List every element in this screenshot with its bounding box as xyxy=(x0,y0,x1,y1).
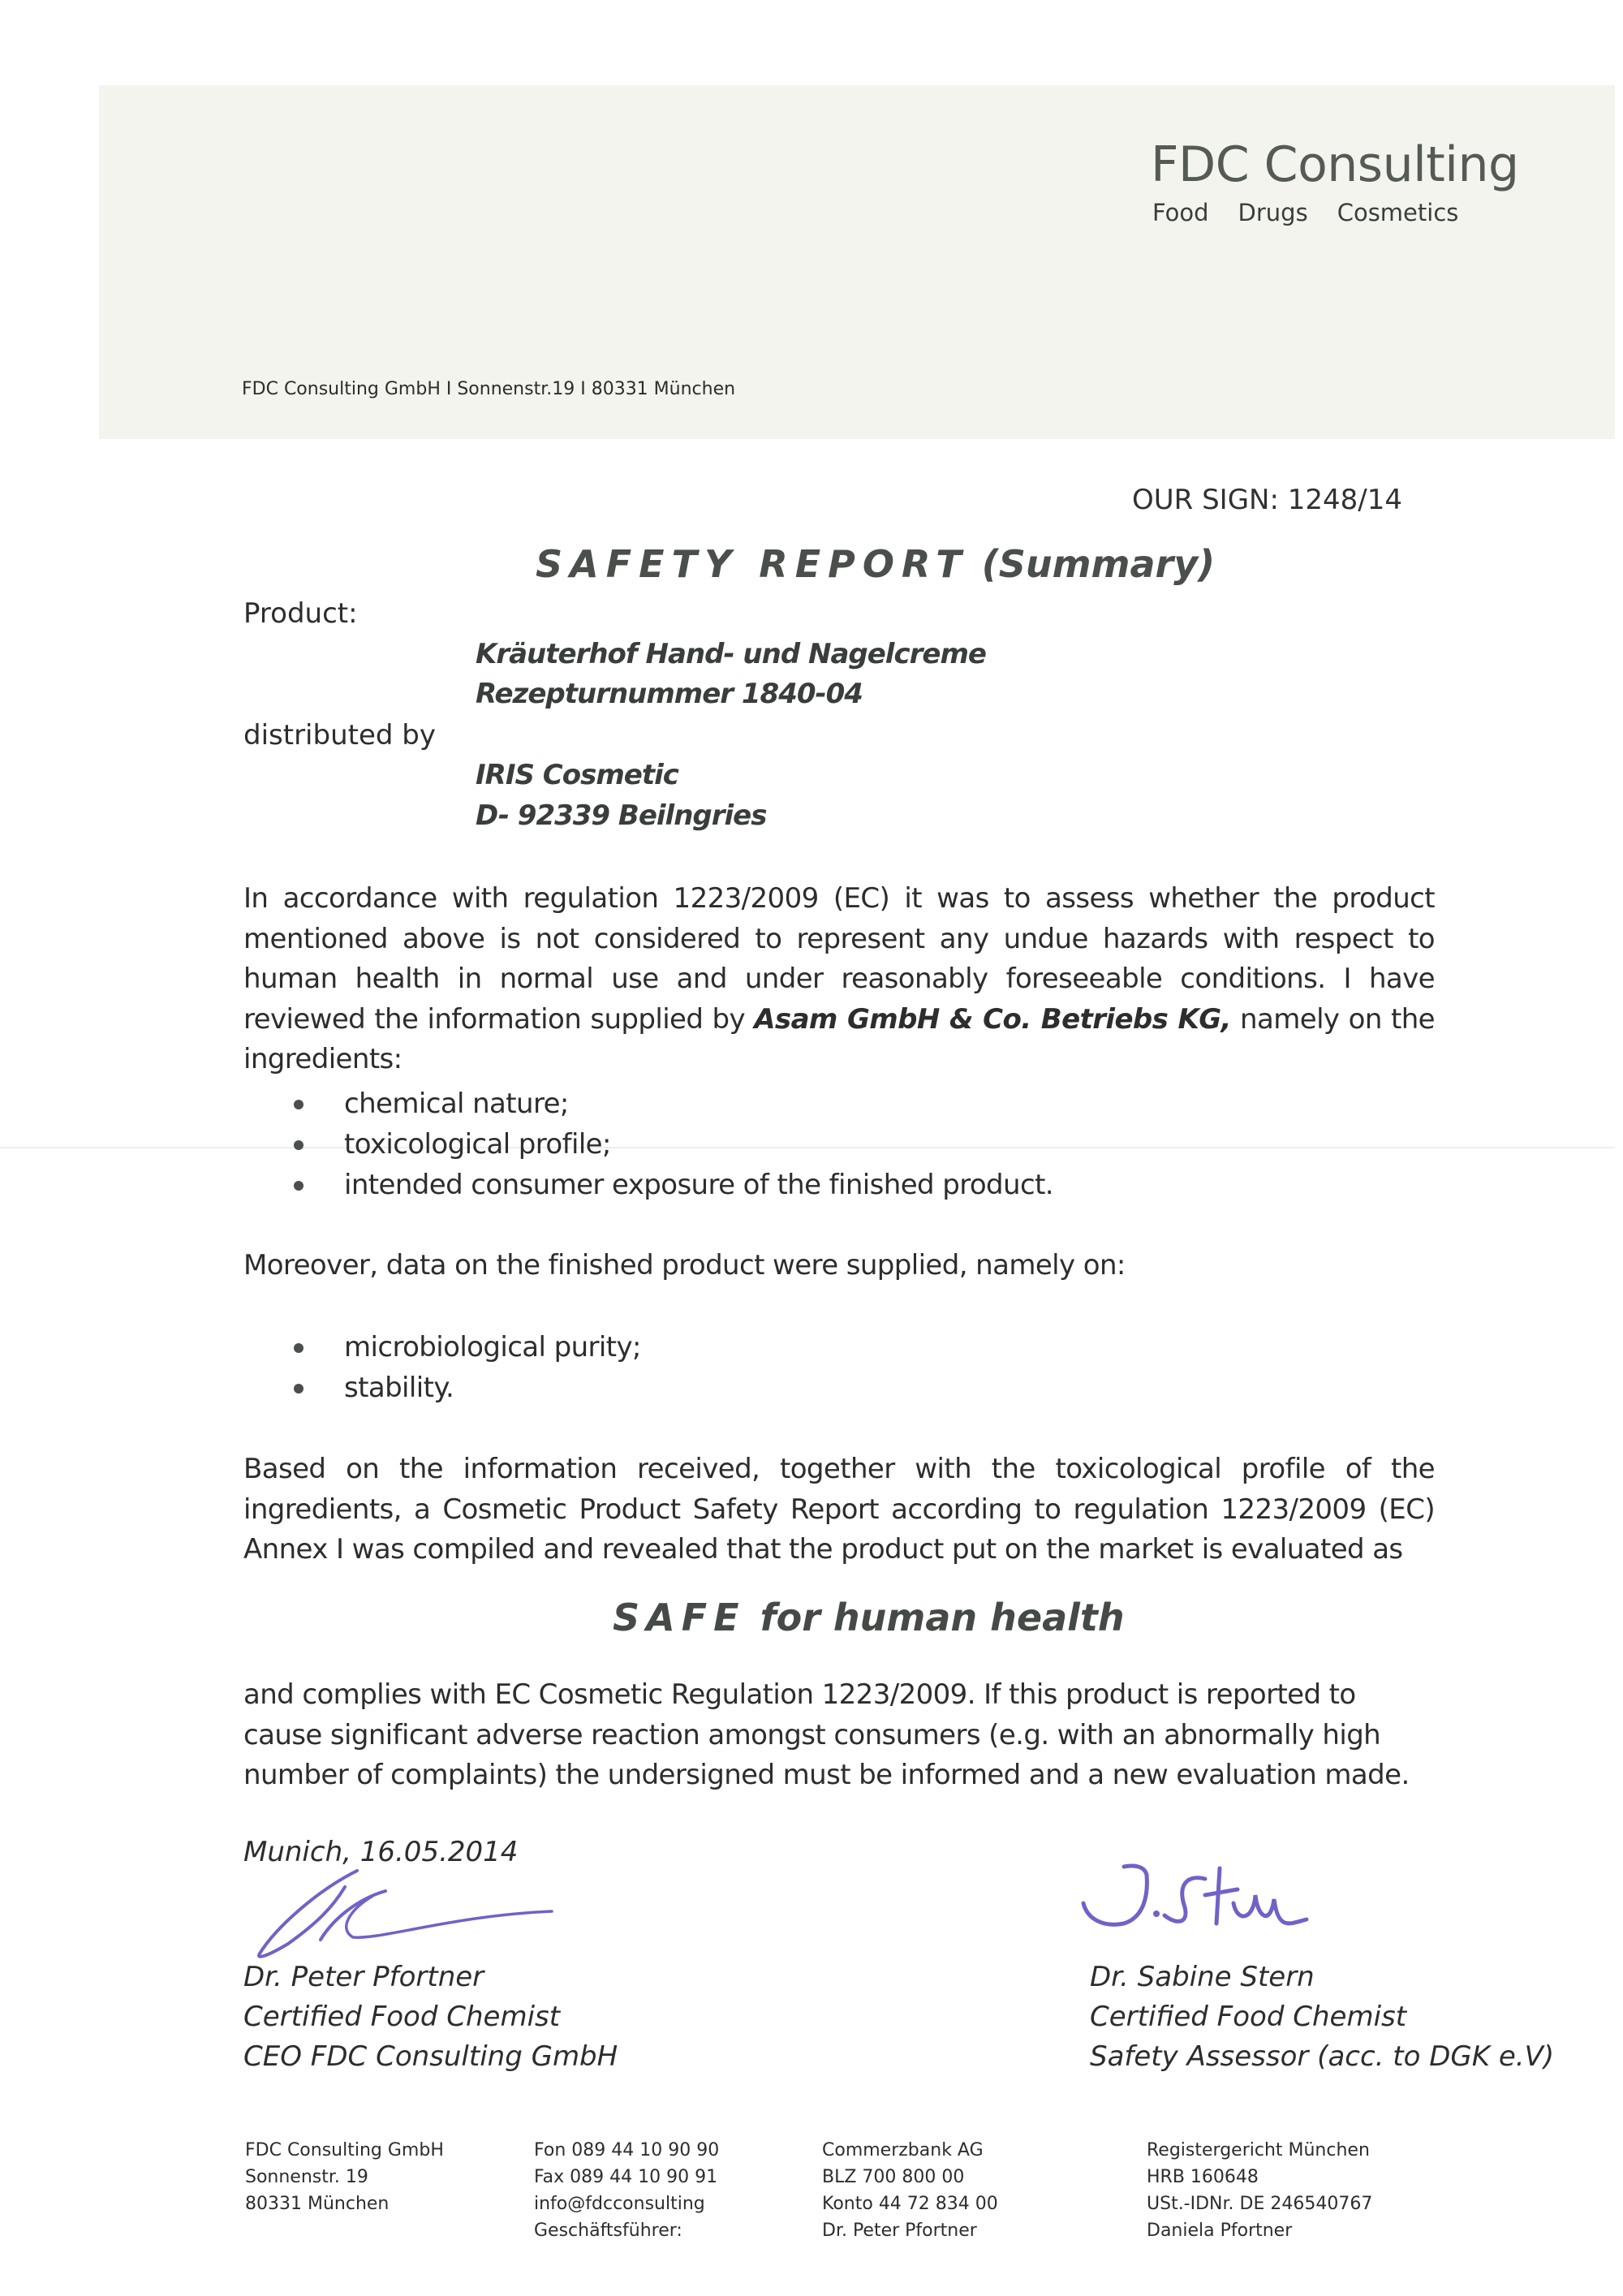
our-sign-reference: OUR SIGN: 1248/14 xyxy=(1132,484,1402,516)
verdict-rest: for human health xyxy=(760,1596,1125,1639)
footer-phone: Fon 089 44 10 90 90 xyxy=(534,2140,720,2160)
finished-product-paragraph: Moreover, data on the finished product were supplied, namely on: xyxy=(243,1249,1126,1282)
distributor-name: IRIS Cosmetic xyxy=(476,759,678,791)
evaluation-paragraph: Based on the information received, together with the toxicological profile of the ingredients, a Cosmetic Product Safety Report according to regulation 1223/2009 (EC) Annex I was compiled and revealed that the product put on the market is evaluated as xyxy=(243,1453,1435,1566)
company-tagline xyxy=(1152,199,1487,226)
distributed-by-label: distributed by xyxy=(243,719,436,752)
report-title-main: SAFETY REPORT xyxy=(536,542,969,586)
footer-contact: Fon 089 44 10 90 90 Fax 089 44 10 90 91 info@fdcconsulting Geschäftsführer: xyxy=(534,2137,719,2244)
place-date: Munich, 16.05.2014 xyxy=(243,1836,519,1868)
tagline-cosmetics: Cosmetics xyxy=(1337,199,1459,226)
footer-company-address: FDC Consulting GmbH Sonnenstr. 19 80331 München xyxy=(245,2140,444,2214)
signature-stern-icon xyxy=(1075,1859,1319,1940)
footer-bank-details: Commerzbank AG BLZ 700 800 00 Konto 44 72 834 00 Dr. Peter Pfortner xyxy=(822,2140,998,2241)
sender-address-line: FDC Consulting GmbH I Sonnenstr.19 I 80331 München xyxy=(242,379,736,399)
product-label: Product: xyxy=(243,597,358,630)
assessment-paragraph: In accordance with regulation 1223/2009 (EC) it was to assess whether the product mentioned above is not considered to represent any undue hazards with respect to human health in normal use and under reasonably foreseeable conditions. I have reviewed the information supplied by Asam GmbH & Co. Betriebs KG, namely on the ingredients: xyxy=(243,882,1435,1075)
product-recipe-number: Rezepturnummer 1840-04 xyxy=(476,678,863,710)
product-name: Kräuterhof Hand- und Nagelcreme xyxy=(476,638,986,670)
list-item: stability. xyxy=(291,1368,641,1408)
signatory-2-name: Dr. Sabine Stern xyxy=(1090,1961,1315,1993)
signatory-1-title: Certified Food Chemist xyxy=(243,2001,561,2033)
report-title xyxy=(536,542,1215,586)
list-item: chemical nature; xyxy=(291,1083,1053,1124)
signatory-2-role: Safety Assessor (acc. to DGK e.V) xyxy=(1090,2040,1555,2073)
company-logo-text: FDC Consulting xyxy=(1151,136,1519,193)
signatory-2-title: Certified Food Chemist xyxy=(1090,2001,1407,2033)
tagline-drugs: Drugs xyxy=(1238,199,1308,226)
verdict-safe: SAFE xyxy=(613,1596,746,1639)
list-item: toxicological profile; xyxy=(291,1124,1053,1165)
signature-pfortner-icon xyxy=(243,1863,568,1968)
footer-fax: Fax 089 44 10 90 91 xyxy=(534,2167,718,2187)
signatory-1-role: CEO FDC Consulting GmbH xyxy=(243,2040,618,2073)
report-title-sub: (Summary) xyxy=(981,542,1216,586)
distributor-address: D- 92339 Beilngries xyxy=(476,799,767,832)
compliance-paragraph: and complies with EC Cosmetic Regulation 1223/2009. If this product is reported to cause significant adverse reaction amongst consumers (e.g. with an abnormally high number of complaints) the undersigned must be informed and a new evaluation made. xyxy=(243,1678,1410,1791)
safety-verdict xyxy=(613,1596,1125,1639)
finished-product-data-list xyxy=(291,1327,641,1408)
list-item: microbiological purity; xyxy=(291,1327,641,1368)
ingredient-info-list xyxy=(291,1083,1053,1205)
list-item: intended consumer exposure of the finished product. xyxy=(291,1165,1053,1205)
tagline-food: Food xyxy=(1152,199,1209,226)
footer-email-link[interactable]: info@fdcconsulting xyxy=(534,2194,705,2214)
footer-registry: Registergericht München HRB 160648 USt.-IDNr. DE 246540767 Daniela Pfortner xyxy=(1147,2140,1373,2241)
signatory-1-name: Dr. Peter Pfortner xyxy=(243,1961,484,1993)
supplier-name: Asam GmbH & Co. Betriebs KG, xyxy=(754,1002,1231,1036)
